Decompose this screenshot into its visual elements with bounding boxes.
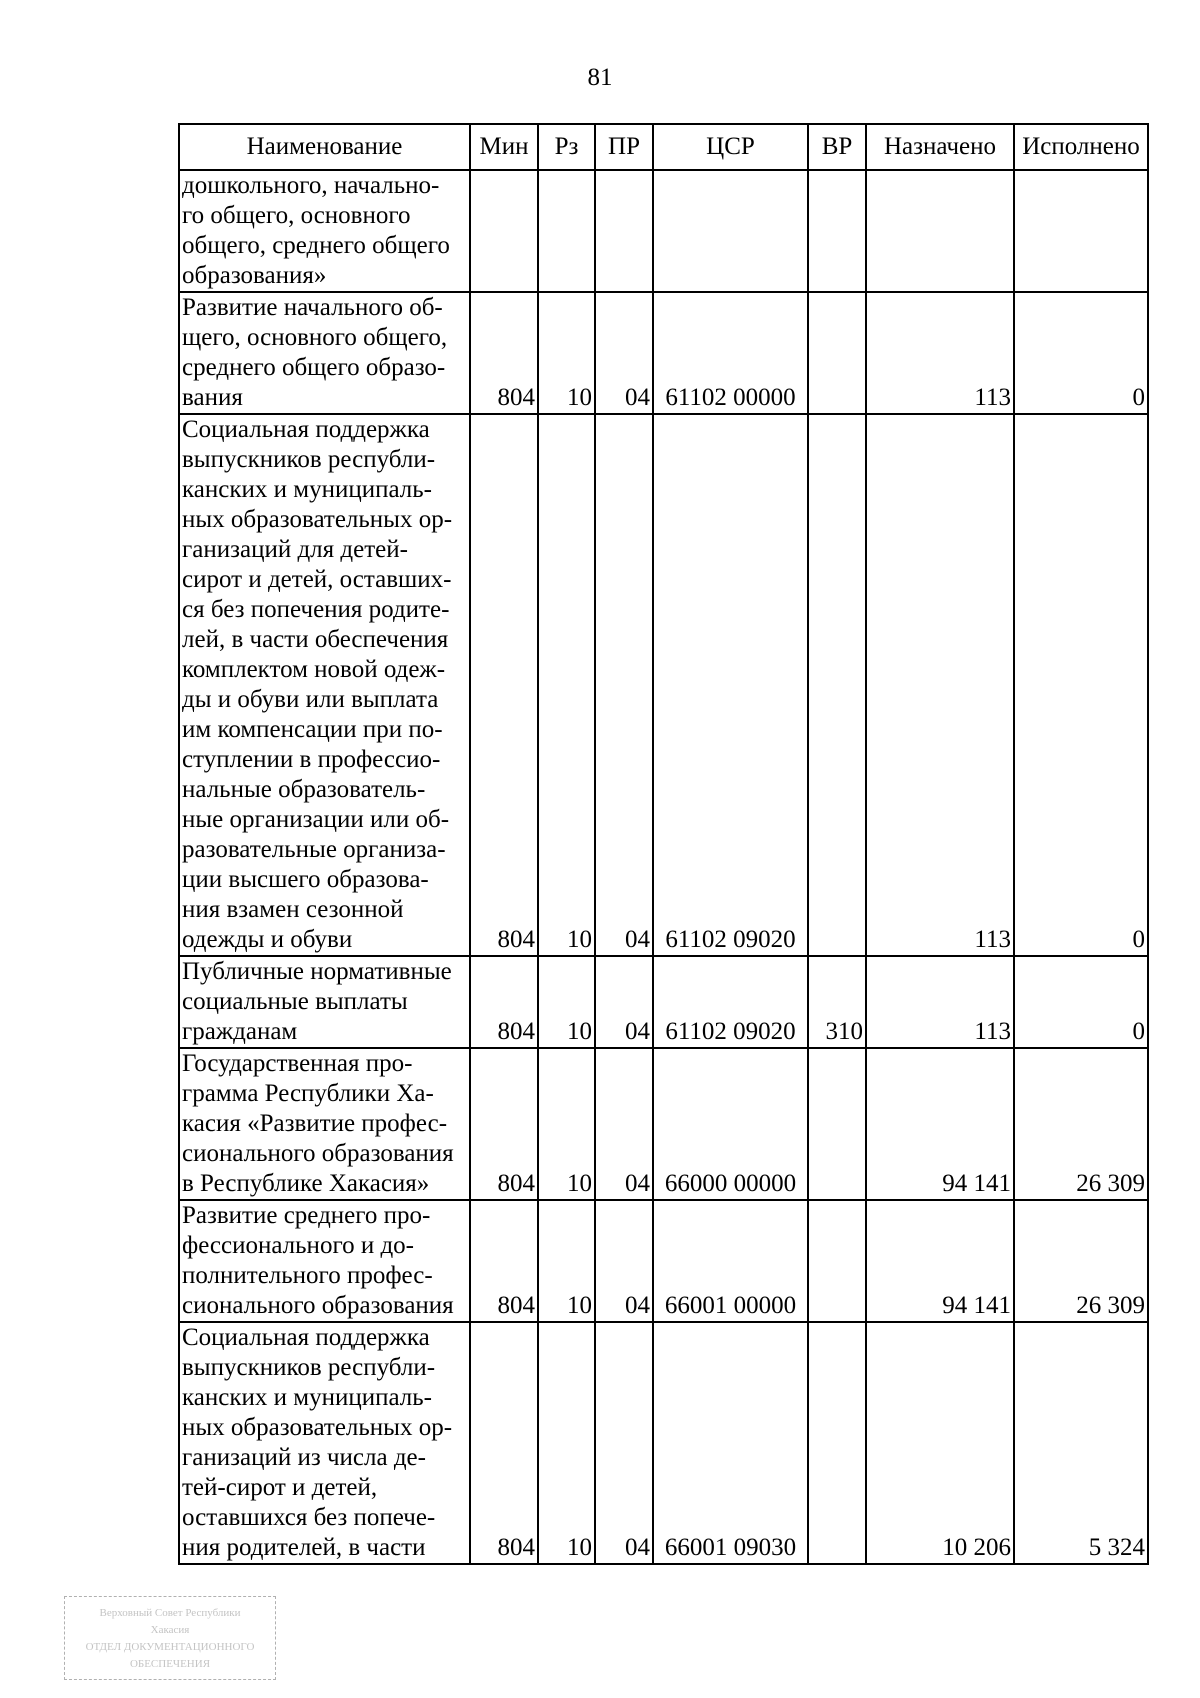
table-row xyxy=(179,292,1148,414)
row-assigned xyxy=(866,170,1014,292)
row-min xyxy=(470,170,538,292)
row-name: дошкольного, начально- го общего, основного общего, среднего общего образования» xyxy=(179,170,470,292)
row-rz: 10 xyxy=(538,1200,595,1322)
row-pr: 04 xyxy=(595,414,653,956)
row-name: Социальная поддержка выпускников республи- канских и муниципаль- ных образовательных ор- ганизаций для детей- сирот и детей, оставших- ся без попечения родите- лей, в части обеспечения комплектом новой одеж- ды и обуви или выплата им компенсации при по- ступлении в профессио- нальные образователь- ные организации или об- разовательные организа- ции высшего образова- ния взамен сезонной одежды и обуви xyxy=(179,414,470,956)
row-pr: 04 xyxy=(595,956,653,1048)
table-row xyxy=(179,1322,1148,1564)
row-min: 804 xyxy=(470,1200,538,1322)
header-assigned: Назначено xyxy=(866,124,1014,170)
row-executed xyxy=(1014,170,1148,292)
stamp-line: ОБЕСПЕЧЕНИЯ xyxy=(129,1658,211,1670)
row-name: Социальная поддержка выпускников республи- канских и муниципаль- ных образовательных ор- ганизаций из числа де- тей-сирот и детей, оставшихся без попече- ния родителей, в части xyxy=(179,1322,470,1564)
stamp-line: Верховный Совет Республики xyxy=(99,1607,241,1619)
row-csr xyxy=(653,170,808,292)
table-row xyxy=(179,1048,1148,1200)
row-min: 804 xyxy=(470,1322,538,1564)
row-rz: 10 xyxy=(538,292,595,414)
row-pr: 04 xyxy=(595,1322,653,1564)
row-executed: 0 xyxy=(1014,956,1148,1048)
table-row xyxy=(179,1200,1148,1322)
row-vr xyxy=(808,414,866,956)
header-min: Мин xyxy=(470,124,538,170)
table-row xyxy=(179,170,1148,292)
row-csr: 66001 09030 xyxy=(653,1322,808,1564)
row-pr: 04 xyxy=(595,1200,653,1322)
row-rz: 10 xyxy=(538,1048,595,1200)
header-rz: Рз xyxy=(538,124,595,170)
stamp-line: Хакасия xyxy=(150,1624,190,1636)
faded-stamp xyxy=(64,1596,276,1680)
row-rz: 10 xyxy=(538,1322,595,1564)
budget-table xyxy=(178,123,1149,1565)
header-executed: Исполнено xyxy=(1014,124,1148,170)
row-executed: 0 xyxy=(1014,414,1148,956)
row-pr: 04 xyxy=(595,292,653,414)
row-assigned: 113 xyxy=(866,292,1014,414)
row-executed: 26 309 xyxy=(1014,1200,1148,1322)
row-assigned: 113 xyxy=(866,956,1014,1048)
header-vr: ВР xyxy=(808,124,866,170)
row-csr: 61102 09020 xyxy=(653,414,808,956)
row-vr xyxy=(808,1322,866,1564)
row-vr xyxy=(808,170,866,292)
row-assigned: 113 xyxy=(866,414,1014,956)
stamp-line: ОТДЕЛ ДОКУМЕНТАЦИОННОГО xyxy=(85,1641,255,1653)
row-vr xyxy=(808,1048,866,1200)
row-assigned: 94 141 xyxy=(866,1200,1014,1322)
row-csr: 61102 09020 xyxy=(653,956,808,1048)
row-min: 804 xyxy=(470,292,538,414)
row-name: Государственная про- грамма Республики Ха- касия «Развитие профес- сионального образования в Республике Хакасия» xyxy=(179,1048,470,1200)
row-name: Развитие начального об- щего, основного общего, среднего общего образо- вания xyxy=(179,292,470,414)
row-assigned: 94 141 xyxy=(866,1048,1014,1200)
row-min: 804 xyxy=(470,414,538,956)
row-rz: 10 xyxy=(538,956,595,1048)
header-name: Наименование xyxy=(179,124,470,170)
page-number: 81 xyxy=(587,64,613,91)
header-pr: ПР xyxy=(595,124,653,170)
table-header-row xyxy=(179,124,1148,170)
row-rz: 10 xyxy=(538,414,595,956)
row-name: Развитие среднего про- фессионального и до- полнительного профес- сионального образования xyxy=(179,1200,470,1322)
row-rz xyxy=(538,170,595,292)
table-row xyxy=(179,956,1148,1048)
row-executed: 0 xyxy=(1014,292,1148,414)
row-vr: 310 xyxy=(808,956,866,1048)
row-csr: 61102 00000 xyxy=(653,292,808,414)
row-assigned: 10 206 xyxy=(866,1322,1014,1564)
row-csr: 66000 00000 xyxy=(653,1048,808,1200)
row-vr xyxy=(808,292,866,414)
row-vr xyxy=(808,1200,866,1322)
header-csr: ЦСР xyxy=(653,124,808,170)
row-min: 804 xyxy=(470,956,538,1048)
row-csr: 66001 00000 xyxy=(653,1200,808,1322)
row-min: 804 xyxy=(470,1048,538,1200)
row-pr: 04 xyxy=(595,1048,653,1200)
row-executed: 5 324 xyxy=(1014,1322,1148,1564)
row-pr xyxy=(595,170,653,292)
table-row xyxy=(179,414,1148,956)
row-executed: 26 309 xyxy=(1014,1048,1148,1200)
row-name: Публичные нормативные социальные выплаты гражданам xyxy=(179,956,470,1048)
